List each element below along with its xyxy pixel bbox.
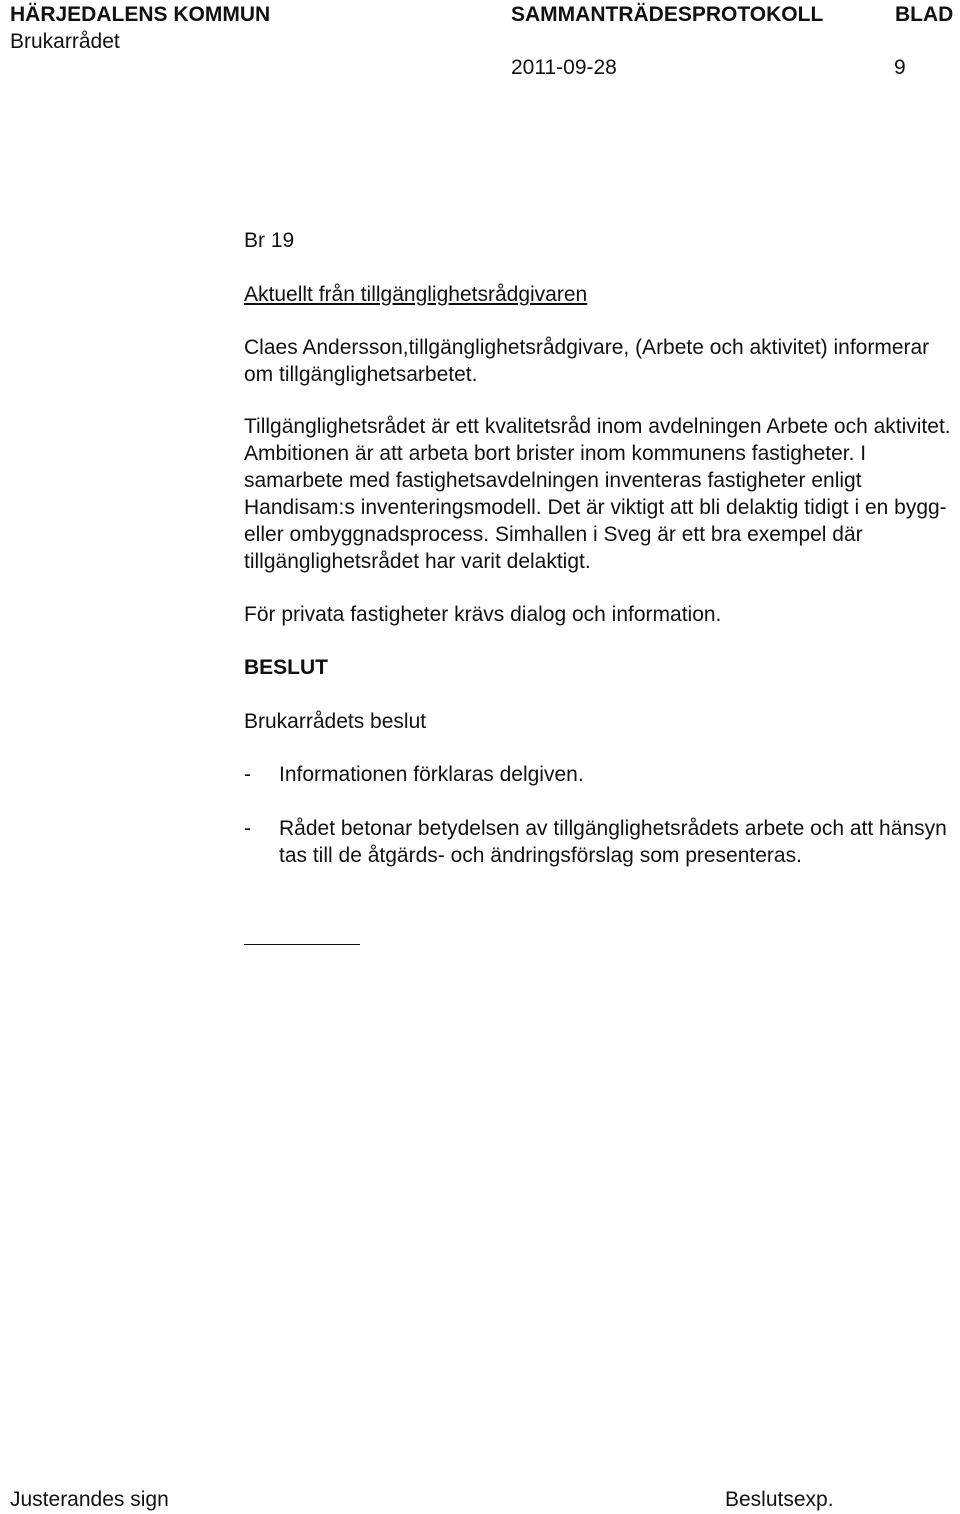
decision-text: Informationen förklaras delgiven. bbox=[279, 763, 584, 786]
decision-text: Rådet betonar betydelsen av tillgänglighetsrådets arbete och att hänsyn tas till de åtgärds- och ändringsförslag som presenteras. bbox=[279, 817, 947, 867]
paragraph-info: Claes Andersson,tillgänglighetsrådgivare, (Arbete och aktivitet) informerar om tillgänglighetsarbetet. bbox=[244, 336, 930, 386]
footer-signature-label: Justerandes sign bbox=[10, 1488, 169, 1511]
list-marker: - bbox=[244, 763, 251, 786]
list-marker: - bbox=[244, 817, 251, 840]
paragraph-main: Tillgänglighetsrådet är ett kvalitetsråd inom avdelningen Arbete och aktivitet. Ambitionen är att arbeta bort brister inom kommunens fastigheter. I samarbete med fastighetsavdelningen inventeras fastigheter enligt Handisam:s inventeringsmodell. Det är viktigt att bli delaktig tidigt i en bygg- eller ombyggnadsprocess. Simhallen i Sveg är ett bra exempel där tillgänglighetsrådet har varit delaktigt. bbox=[244, 415, 951, 573]
blad-label: BLAD bbox=[895, 3, 954, 26]
paragraph-private: För privata fastigheter krävs dialog och information. bbox=[244, 603, 722, 626]
document-type: SAMMANTRÄDESPROTOKOLL bbox=[511, 3, 824, 26]
footer-expedition-label: Beslutsexp. bbox=[725, 1488, 834, 1511]
decision-subheading: Brukarrådets beslut bbox=[244, 710, 427, 733]
page-number: 9 bbox=[894, 56, 906, 79]
municipality-name: HÄRJEDALENS KOMMUN bbox=[10, 3, 271, 26]
section-title: Aktuellt från tillgänglighetsrådgivaren bbox=[244, 283, 588, 306]
section-number: Br 19 bbox=[244, 229, 295, 252]
decision-heading: BESLUT bbox=[244, 656, 328, 679]
meeting-date: 2011-09-28 bbox=[511, 56, 617, 79]
board-name: Brukarrådet bbox=[10, 30, 120, 53]
separator-rule bbox=[244, 944, 360, 945]
